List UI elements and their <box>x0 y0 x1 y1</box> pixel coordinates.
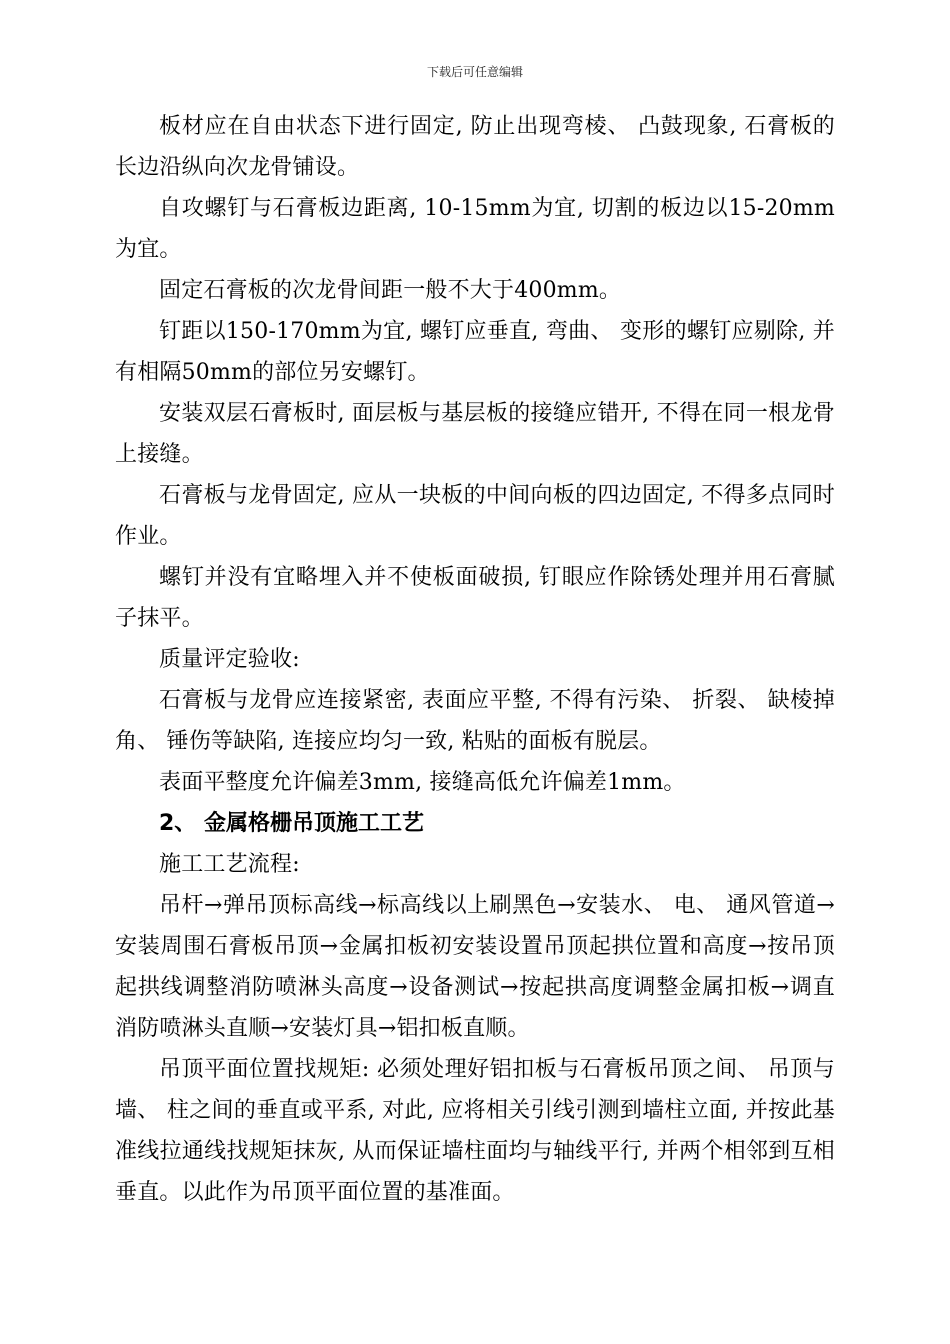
paragraph-layout-alignment: 吊顶平面位置找规矩: 必须处理好铝扣板与石膏板吊顶之间、 吊顶与墙、 柱之间的垂直或平系, 对此, 应将相关引线引测到墙柱立面, 并按此基准线拉通线找规矩抹灰, 从而保证墙柱面均与轴线平行, 并两个相邻到互相垂直。以此作为吊顶平面位置的基准面。 <box>115 1057 835 1205</box>
document-body <box>115 106 835 1213</box>
paragraph-screw-edge-distance: 自攻螺钉与石膏板边距离, 10-15mm为宜, 切割的板边以15-20mm为宜。 <box>115 196 835 262</box>
paragraph-quality-requirements: 石膏板与龙骨应连接紧密, 表面应平整, 不得有污染、 折裂、 缺棱掉角、 锤伤等缺陷, 连接应均匀一致, 粘贴的面板有脱层。 <box>115 688 835 754</box>
paragraph-keel-spacing: 固定石膏板的次龙骨间距一般不大于400mm。 <box>159 278 622 303</box>
paragraph-tolerance: 表面平整度允许偏差3mm, 接缝高低允许偏差1mm。 <box>159 770 686 795</box>
paragraph-board-fixing: 板材应在自由状态下进行固定, 防止出现弯棱、 凸鼓现象, 石膏板的长边沿纵向次龙骨铺设。 <box>115 114 835 180</box>
paragraph-double-layer: 安装双层石膏板时, 面层板与基层板的接缝应错开, 不得在同一根龙骨上接缝。 <box>115 401 835 467</box>
section-heading: 2、 金属格栅吊顶施工工艺 <box>159 811 424 836</box>
paragraph-process-label: 施工工艺流程: <box>159 852 300 877</box>
paragraph-process-flow: 吊杆→弹吊顶标高线→标高线以上刷黑色→安装水、 电、 通风管道→安装周围石膏板吊顶→金属扣板初安装设置吊顶起拱位置和高度→按吊顶起拱线调整消防喷淋头高度→设备测试→按起拱高度调整金属扣板→调直消防喷淋头直顺→安装灯具→铝扣板直顺。 <box>115 893 835 1041</box>
paragraph-screw-spacing: 钉距以150-170mm为宜, 螺钉应垂直, 弯曲、 变形的螺钉应剔除, 并有相隔50mm的部位另安螺钉。 <box>115 319 835 385</box>
page-header: 下载后可任意编辑 <box>426 65 523 79</box>
paragraph-quality-label: 质量评定验收: <box>159 647 300 672</box>
paragraph-screw-embedding: 螺钉并没有宜略埋入并不使板面破损, 钉眼应作除锈处理并用石膏腻子抹平。 <box>115 565 835 631</box>
paragraph-fixing-order: 石膏板与龙骨固定, 应从一块板的中间向板的四边固定, 不得多点同时作业。 <box>115 483 835 549</box>
